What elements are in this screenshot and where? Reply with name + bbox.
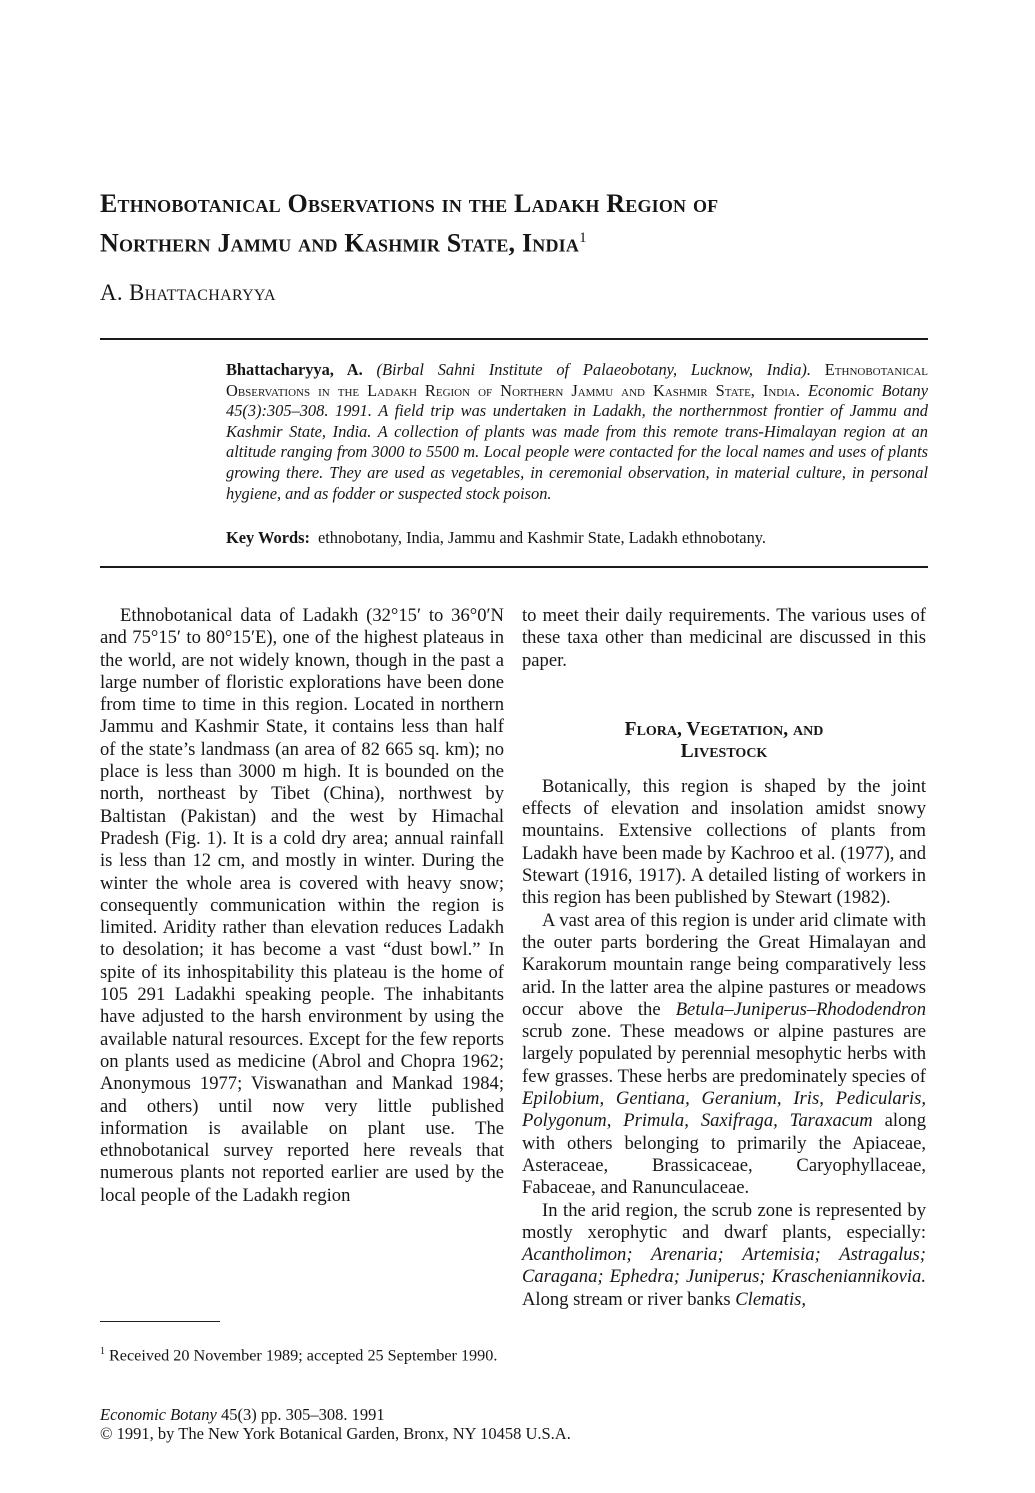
right-paragraph-4-genera-1: Acantholimon; Arenaria; Artemisia; Astragalus; Caragana; Ephedra; Juniperus; Krascheniannikovia. — [522, 1244, 926, 1288]
abstract-top-rule — [100, 338, 928, 340]
abstract-text: Economic Botany 45(3):305–308. 1991. A field trip was undertaken in Ladakh, the northernmost frontier of Jammu and Kashmir State, India. A collection of plants was made from this remote trans-Himalayan region at an altitude ranging from 3000 to 5500 m. Local people were contacted for the local names and uses of plants growing there. They are used as vegetables, in ceremonial observation, in material culture, in personal hygiene, and as fodder or suspected stock poison. — [226, 380, 928, 503]
keywords-label: Key Words: — [226, 528, 310, 547]
section-heading-line-1: Flora, Vegetation, and — [624, 718, 824, 740]
abstract — [226, 360, 928, 504]
keywords — [226, 528, 928, 548]
author-name: A. Bhattacharyya — [100, 280, 276, 305]
right-paragraph-3-genera-1: Betula–Juniperus–Rhododendron — [675, 998, 926, 1020]
left-column — [100, 605, 504, 1207]
article-title — [100, 186, 960, 261]
section-heading-line-2: Livestock — [680, 740, 768, 762]
left-paragraph-1: Ethnobotanical data of Ladakh (32°15′ to 36°0′N and 75°15′ to 80°15′E), one of the highest plateaus in the world, are not widely known, though in the past a large number of floristic explorations have been done from time to time in this region. Located in northern Jammu and Kashmir State, it contains less than half of the state’s landmass (an area of 82 665 sq. km); no place is less than 3000 m high. It is bounded on the north, northeast by Tibet (China), northwest by Baltistan (Pakistan) and the west by Himachal Pradesh (Fig. 1). It is a cold dry area; annual rainfall is less than 12 cm, and mostly in winter. During the winter the whole area is covered with heavy snow; consequently communication within the region is limited. Aridity rather than elevation reduces Ladakh to desolation; it has become a vast “dust bowl.” In spite of its inhospitability this plateau is the home of 105 291 Ladakhi speaking people. The inhabitants have adjusted to the harsh environment by using the available natural resources. Except for the few reports on plants used as medicine (Abrol and Chopra 1962; Anonymous 1977; Viswanathan and Mankad 1984; and others) until now very little published information is available on plant use. The ethnobotanical survey reported here reveals that numerous plants not reported earlier are used by the local people of the Ladakh region — [100, 605, 504, 1206]
footnote-rule — [100, 1321, 220, 1322]
right-paragraph-3-text-c: along with others belonging to primarily the Apiaceae, Asteraceae, Brassicaceae, Caryophyllaceae, Fabaceae, and Ranunculaceae. — [522, 1110, 926, 1199]
title-line-1: Ethnobotanical Observations in the Ladakh Region of — [100, 189, 719, 218]
abstract-bottom-rule — [100, 566, 928, 568]
abstract-affiliation: (Birbal Sahni Institute of Palaeobotany, Lucknow, India). — [376, 360, 811, 379]
copyright-line: © 1991, by The New York Botanical Garden, Bronx, NY 10458 U.S.A. — [100, 1424, 571, 1443]
footnote — [100, 1342, 504, 1365]
right-paragraph-4-text-b: Along stream or river banks — [522, 1288, 736, 1310]
right-column — [522, 605, 926, 1311]
right-paragraph-4-text-a: In the arid region, the scrub zone is represented by mostly xerophytic and dwarf plants, especially: — [522, 1199, 926, 1243]
right-paragraph-2: Botanically, this region is shaped by the joint effects of elevation and insolation amidst snowy mountains. Extensive collections of plants from Ladakh have been made by Kachroo et al. (1977), and Stewart (1916, 1917). A detailed listing of workers in this region has been published by Stewart (1982). — [522, 775, 926, 909]
abstract-author: Bhattacharyya, A. — [226, 360, 363, 379]
journal-name: Economic Botany — [100, 1405, 217, 1424]
right-paragraph-3-genera-2: Epilobium, Gentiana, Geranium, Iris, Pedicularis, Polygonum, Primula, Saxifraga, Taraxacum — [522, 1088, 926, 1132]
footnote-mark: 1 — [100, 1346, 105, 1357]
journal-issue: 45(3) pp. 305–308. 1991 — [216, 1405, 385, 1424]
keywords-list: ethnobotany, India, Jammu and Kashmir State, Ladakh ethnobotany. — [317, 528, 766, 547]
title-footnote-mark: 1 — [579, 230, 587, 246]
right-paragraph-4-genera-2: Clematis, — [735, 1288, 807, 1310]
section-heading — [522, 719, 926, 763]
right-paragraph-4 — [522, 1200, 926, 1311]
title-line-2: Northern Jammu and Kashmir State, India — [100, 228, 580, 258]
footnote-text: Received 20 November 1989; accepted 25 September 1990. — [109, 1346, 498, 1365]
abstract-title: Ethnobotanical Observations in the Ladakh Region of Northern Jammu and Kashmir State, India. — [226, 360, 928, 400]
right-paragraph-1: to meet their daily requirements. The various uses of these taxa other than medicinal are discussed in this paper. — [522, 605, 926, 671]
right-paragraph-3-text-b: scrub zone. These meadows or alpine pastures are largely populated by perennial mesophytic herbs with few grasses. These herbs are predominately species of — [522, 1021, 926, 1087]
journal-citation — [100, 1405, 385, 1425]
right-paragraph-3 — [522, 910, 926, 1200]
right-paragraph-3-text-a: A vast area of this region is under arid climate with the outer parts bordering the Great Himalayan and Karakorum mountain range being comparatively less arid. In the latter area the alpine pastures or meadows occur above the — [522, 909, 926, 1020]
